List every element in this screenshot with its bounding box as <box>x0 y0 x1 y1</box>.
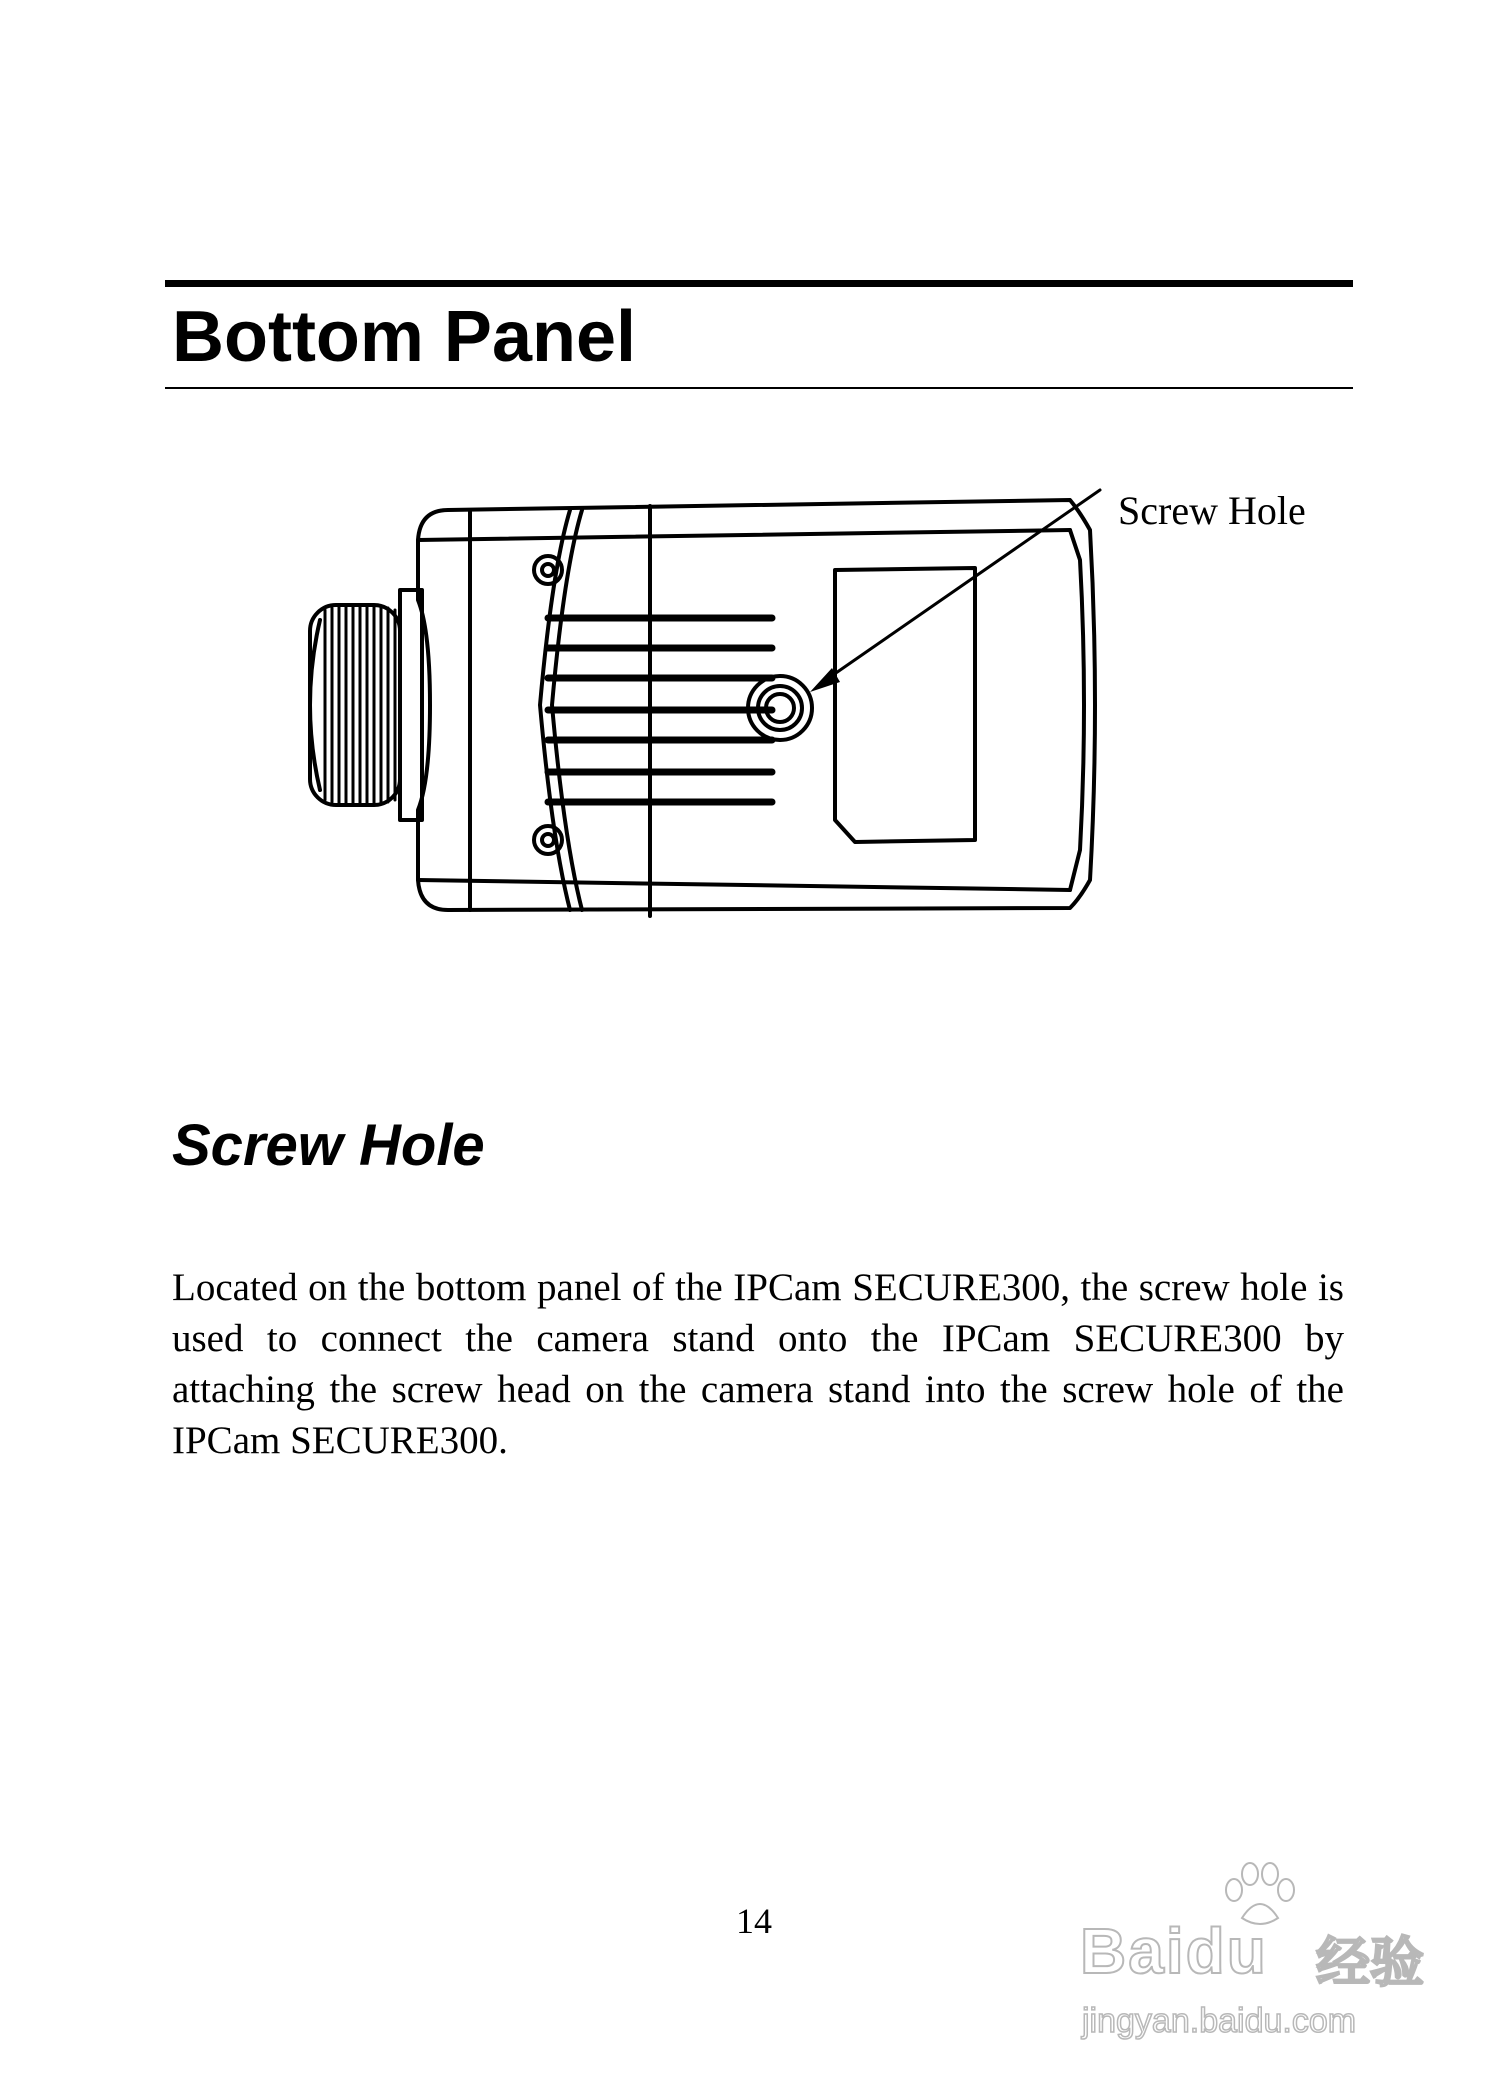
watermark-url: jingyan.baidu.com <box>1082 2002 1357 2040</box>
section-paragraph: Located on the bottom panel of the IPCam SECURE300, the screw hole is used to connect the camera stand onto the IPCam SECURE300 by attaching the screw head on the camera stand into the screw hole of the IPCam SECURE300. <box>172 1266 1344 1462</box>
heading-top-rule <box>165 280 1353 287</box>
watermark-brand: Baidu <box>1080 1915 1268 1987</box>
baidu-watermark <box>1070 1860 1490 2050</box>
camera-bottom-diagram <box>280 470 1360 930</box>
section-title: Screw Hole <box>172 1113 485 1178</box>
watermark-brand-cn: 经验 <box>1316 1931 1424 1994</box>
label-plate <box>835 568 975 842</box>
page-number: 14 <box>736 1901 772 1941</box>
heading-bottom-rule <box>165 387 1353 389</box>
callout-leader-line <box>820 490 1100 684</box>
page-title: Bottom Panel <box>172 297 637 377</box>
screw-hole-callout-label: Screw Hole <box>1118 488 1306 533</box>
